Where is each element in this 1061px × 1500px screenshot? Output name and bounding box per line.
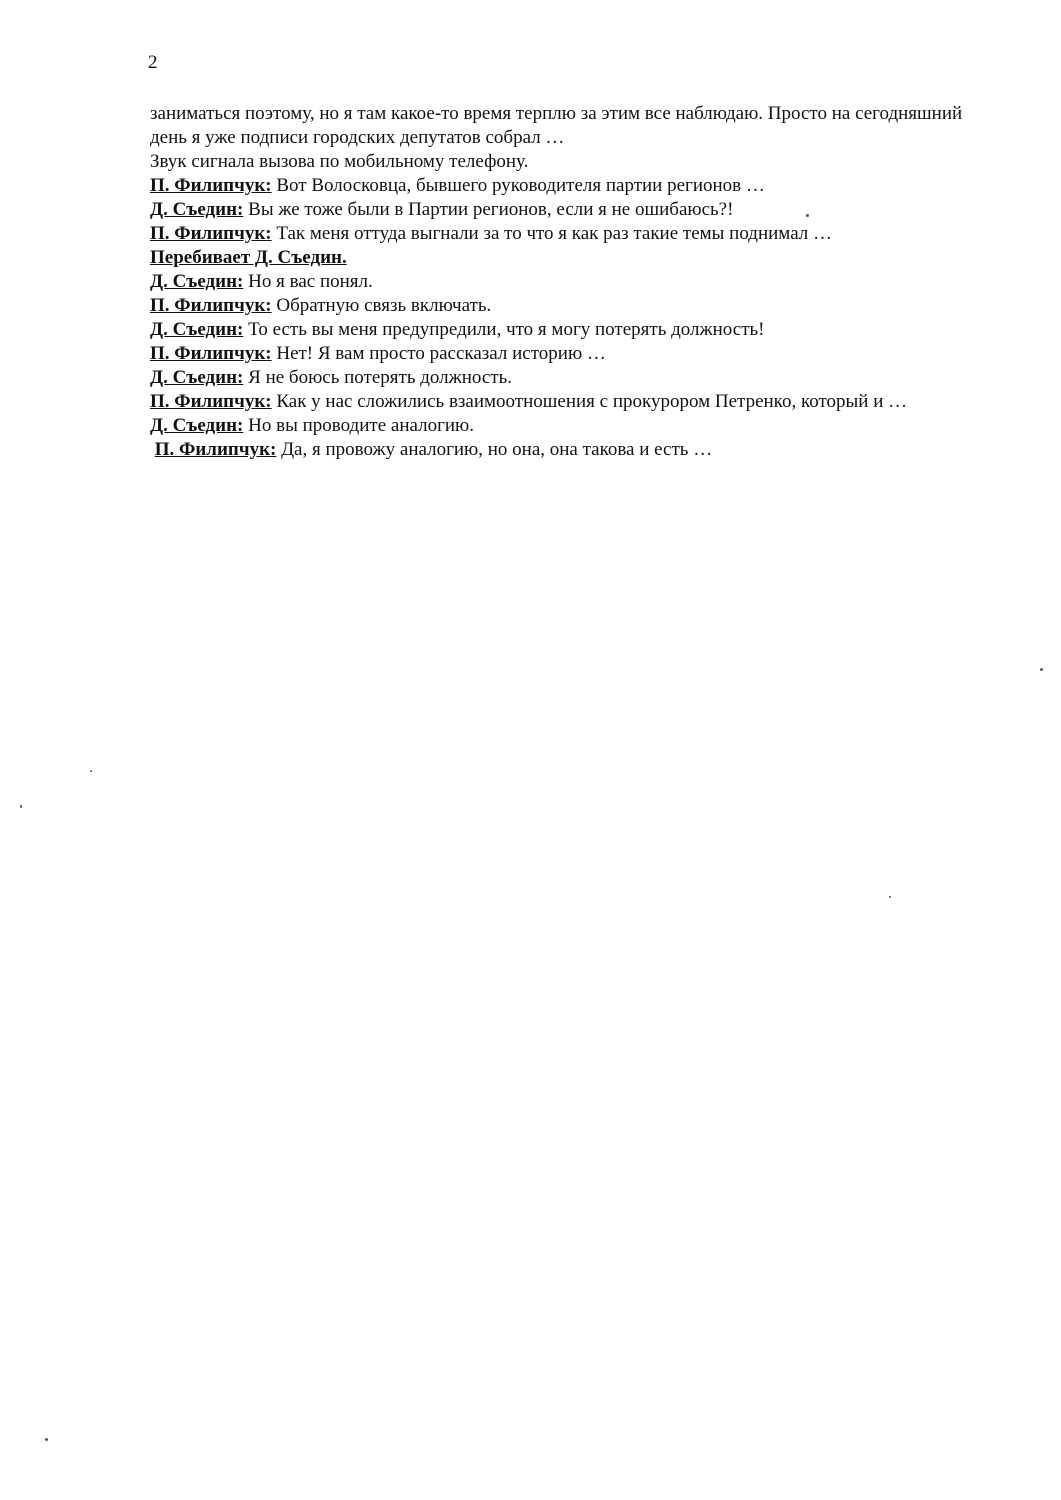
sound-note: Звук сигнала вызова по мобильному телефону. bbox=[150, 151, 529, 172]
speech-text: Вы же тоже были в Партии регионов, если я не ошибаюсь?! bbox=[248, 199, 734, 220]
speaker-turn bbox=[150, 414, 981, 438]
speaker-label: Д. Съедин: bbox=[150, 415, 244, 436]
opening-paragraph bbox=[150, 102, 981, 150]
text-line: заниматься поэтому, но я там какое-то время терплю за этим все наблюдаю. Просто на сегодняшний день я уже подписи городских депутатов собрал … bbox=[150, 103, 963, 148]
speech-text: Да, я провожу аналогию, но она, она такова и есть … bbox=[281, 439, 713, 460]
speaker-turn bbox=[150, 198, 981, 222]
speaker-label: П. Филипчук: bbox=[154, 439, 277, 460]
speaker-turn bbox=[150, 390, 981, 414]
speaker-turn bbox=[150, 270, 981, 294]
speaker-turn bbox=[150, 174, 981, 198]
interrupt-note: Перебивает Д. Съедин. bbox=[150, 247, 347, 268]
speaker-label: П. Филипчук: bbox=[150, 343, 272, 364]
speaker-label: Д. Съедин: bbox=[150, 199, 244, 220]
speech-text: Как у нас сложились взаимоотношения с прокурором Петренко, который и … bbox=[276, 391, 908, 412]
scan-speck bbox=[889, 896, 891, 898]
speech-text: Но вы проводите аналогию. bbox=[248, 415, 474, 436]
speech-text: То есть вы меня предупредили, что я могу потерять должность! bbox=[248, 319, 765, 340]
speech-text: Нет! Я вам просто рассказал историю … bbox=[276, 343, 606, 364]
speaker-label: П. Филипчук: bbox=[150, 295, 272, 316]
scan-speck bbox=[1040, 668, 1043, 671]
speaker-turn bbox=[150, 366, 981, 390]
speaker-turn bbox=[150, 438, 981, 462]
speech-text: Но я вас понял. bbox=[248, 271, 373, 292]
text-line bbox=[150, 174, 981, 198]
speaker-turn bbox=[150, 222, 981, 246]
speaker-label: Д. Съедин: bbox=[150, 319, 244, 340]
text-line bbox=[150, 222, 981, 246]
page-number: 2 bbox=[148, 52, 158, 73]
speaker-label: П. Филипчук: bbox=[150, 175, 272, 196]
speaker-turn bbox=[150, 318, 981, 342]
speaker-turn bbox=[150, 294, 981, 318]
speaker-label: Д. Съедин: bbox=[150, 367, 244, 388]
text-line bbox=[150, 198, 981, 222]
speech-text: Так меня оттуда выгнали за то что я как раз такие темы поднимал … bbox=[276, 223, 833, 244]
scan-speck bbox=[45, 1438, 48, 1441]
speaker-label: П. Филипчук: bbox=[150, 223, 272, 244]
scan-speck bbox=[806, 214, 809, 217]
speech-text: Обратную связь включать. bbox=[276, 295, 492, 316]
scan-speck bbox=[90, 770, 92, 772]
transcript-body bbox=[150, 102, 981, 462]
speaker-turn bbox=[150, 342, 981, 366]
speaker-label: П. Филипчук: bbox=[150, 391, 272, 412]
speaker-label: Д. Съедин: bbox=[150, 271, 244, 292]
scan-speck bbox=[20, 805, 22, 808]
speech-text: Вот Волосковца, бывшего руководителя партии регионов … bbox=[276, 175, 765, 196]
speech-text: Я не боюсь потерять должность. bbox=[248, 367, 513, 388]
text-line bbox=[150, 438, 981, 462]
